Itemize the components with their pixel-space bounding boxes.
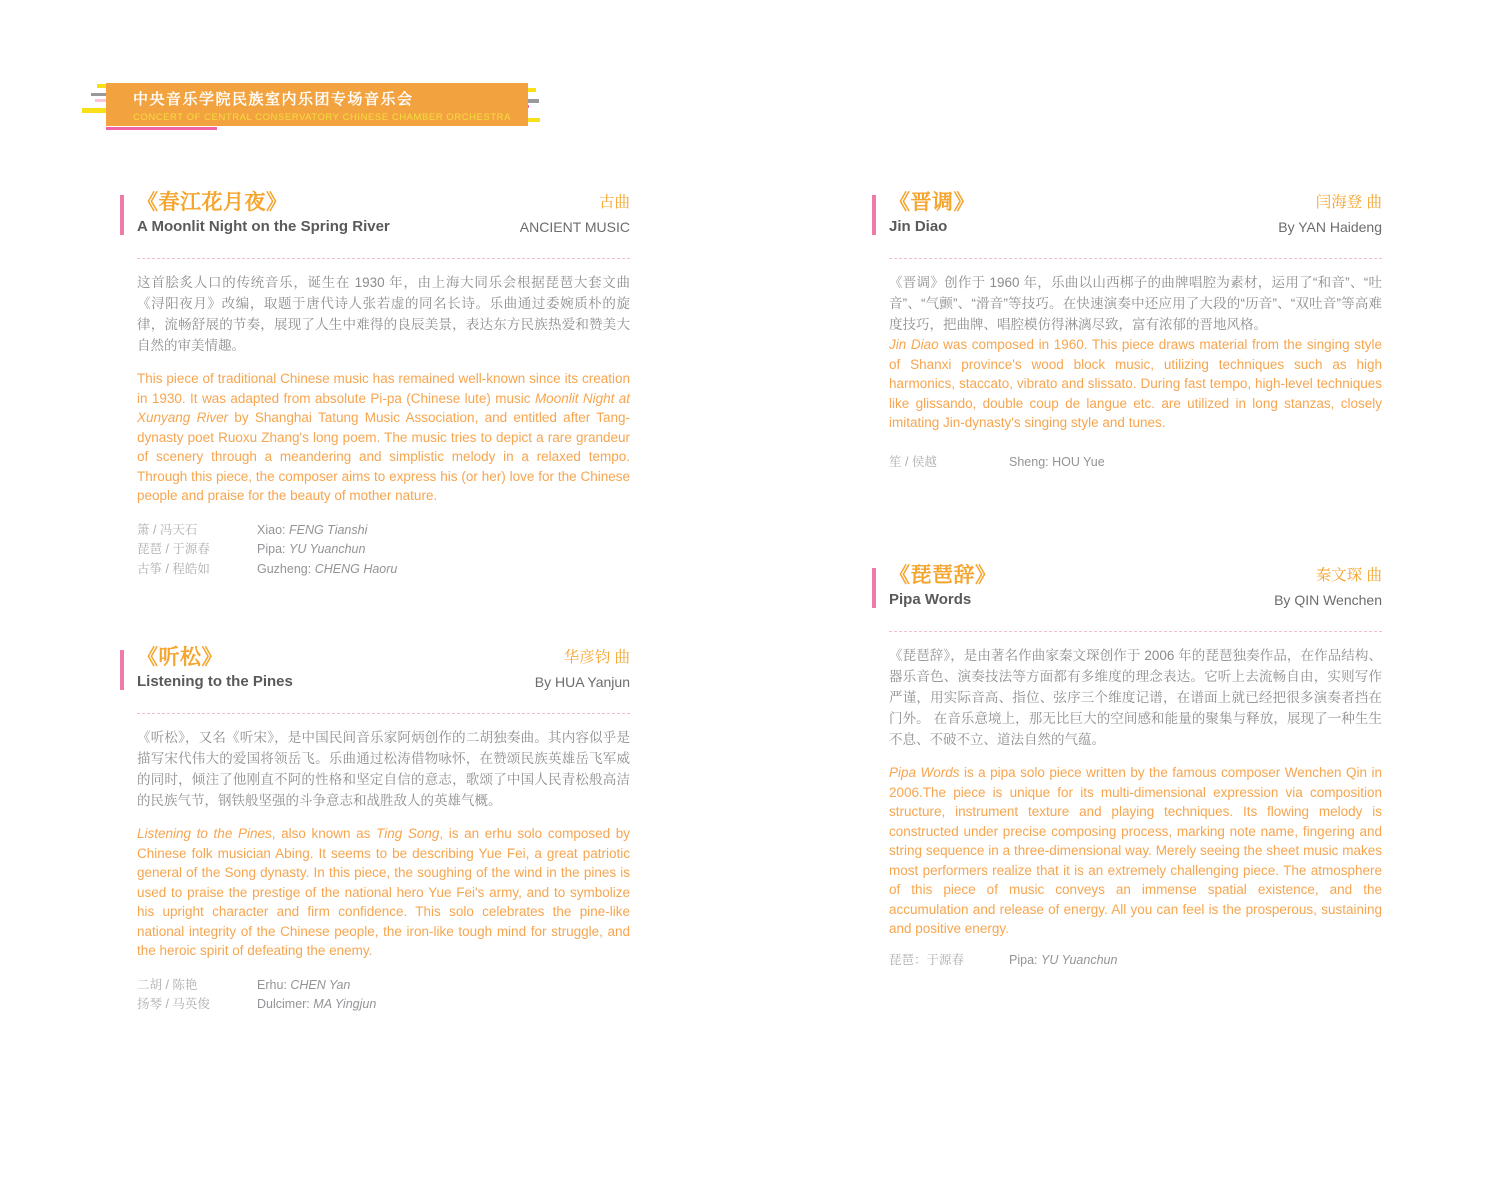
performer-name-en: MA Yingjun	[313, 997, 377, 1011]
piece-header	[137, 645, 630, 692]
dashed-divider	[889, 258, 1382, 259]
dashed-divider	[137, 258, 630, 259]
description-zh: 《晋调》创作于 1960 年，乐曲以山西梆子的曲牌唱腔为素材，运用了“和音”、“吐音”、“气颤”、“滑音”等技巧。在快速演奏中还应用了大段的“历音”、“双吐音”等高难度技巧，把曲牌、唱腔模仿得淋漓尽致，富有浓郁的晋地风格。	[889, 275, 1382, 332]
performer-instrument-zh: 古筝 / 程皓如	[137, 561, 210, 576]
performer-name-en: FENG Tianshi	[288, 522, 368, 537]
title-accent-bar	[872, 568, 876, 608]
performer-credit-en	[257, 521, 367, 541]
piece-jin-diao	[889, 190, 1382, 472]
performer-name-en: YU Yuanchun	[288, 542, 366, 556]
performer-instrument-en: Erhu:	[257, 977, 287, 992]
performer-name-en: CHEN Yan	[290, 977, 351, 992]
performer-instrument-zh: 箫 / 冯天石	[137, 522, 198, 537]
description-zh: 《琵琶辞》，是由著名作曲家秦文琛创作于 2006 年的琵琶独奏作品，在作品结构、器乐音色、演奏技法等方面都有多维度的理念表达。它听上去流畅自由，实则写作严谨，用实际音高、指位、弦序三个维度记谱，在谱面上就已经把很多演奏者挡在门外。 在音乐意境上，那无比巨大的空间感和能量的聚集与释放，展现了一种生生不息、不破不立、道法自然的气蕴。	[889, 648, 1382, 747]
composer-zh: 华彦钧 曲	[563, 649, 630, 666]
performer-instrument-en: Pipa:	[1009, 952, 1038, 967]
performer-instrument-zh: 笙 / 侯越	[889, 454, 937, 469]
performer-list	[137, 521, 630, 580]
performer-row	[137, 540, 630, 560]
piece-title-en: Jin Diao	[889, 218, 948, 235]
performer-list	[889, 453, 1382, 473]
performer-row	[137, 521, 630, 541]
description-zh: 这首脍炙人口的传统音乐，诞生在 1930 年，由上海大同乐会根据琵琶大套文曲《浔阳夜月》改编，取题于唐代诗人张若虚的同名长诗。乐曲通过委婉质朴的旋律，流畅舒展的节奏，展现了人生中难得的良辰美景，表达东方民族热爱和赞美大自然的审美情趣。	[137, 275, 630, 353]
performer-list	[137, 976, 630, 1015]
performer-credit-en	[1009, 951, 1117, 971]
piece-title-en: A Moonlit Night on the Spring River	[137, 218, 390, 235]
composer-en: By HUA Yanjun	[534, 674, 630, 690]
composer-zh: 闫海登 曲	[1315, 194, 1382, 211]
dashed-divider	[889, 631, 1382, 632]
performer-row	[137, 995, 630, 1015]
banner-subtitle-en: CONCERT OF CENTRAL CONSERVATORY CHINESE CHAMBER ORCHESTRA	[133, 112, 511, 123]
piece-title-zh: 《春江花月夜》	[137, 191, 288, 214]
performer-row	[889, 453, 1382, 473]
piece-title-zh: 《听松》	[137, 646, 223, 669]
performer-instrument-en: Pipa:	[257, 542, 286, 556]
performer-instrument-zh: 扬琴 / 马英俊	[137, 997, 210, 1011]
banner-title-zh: 中央音乐学院民族室内乐团专场音乐会	[133, 91, 414, 108]
piece-title-group	[137, 190, 390, 237]
performer-credit-en	[257, 976, 350, 996]
piece-title-group	[137, 645, 293, 692]
performer-instrument-en: Sheng:	[1009, 454, 1049, 469]
piece-header	[137, 190, 630, 237]
decor-line-icon	[106, 127, 217, 130]
title-accent-bar	[872, 195, 876, 235]
piece-header	[889, 190, 1382, 237]
piece-title-group	[889, 563, 997, 610]
performer-instrument-en: Dulcimer:	[257, 997, 310, 1011]
piece-title-zh: 《琵琶辞》	[889, 564, 997, 587]
piece-a-moonlit-night	[137, 190, 630, 579]
composer-en: ANCIENT MUSIC	[519, 219, 630, 235]
header-banner	[106, 83, 528, 126]
piece-header	[889, 563, 1382, 610]
performer-credit-en	[1009, 453, 1105, 473]
composer-en: By QIN Wenchen	[1274, 592, 1382, 608]
performer-credit-en	[257, 995, 376, 1015]
performer-instrument-zh: 琵琶 / 于源春	[137, 542, 210, 556]
description-en: This piece of traditional Chinese music has remained well-known since its creation in 1930. It was adapted from absolute Pi-pa (Chinese lute) music Moonlit Night at Xunyang River by Shanghai Tatung Music Association, and entitled after Tang-dynasty poet Ruoxu Zhang's long poem. The music tries to depict a rare grandeur of scenery through a meandering and simplistic melody in a relaxed tempo. Through this piece, the composer aims to express his (or her) love for the Chinese people and praise for the beauty of mother nature.	[137, 371, 631, 503]
title-accent-bar	[120, 195, 124, 235]
performer-row	[889, 951, 1382, 971]
piece-title-en: Listening to the Pines	[137, 673, 293, 690]
description-en: Listening to the Pines, also known as Ting Song, is an erhu solo composed by Chinese folk musician Abing. It seems to be describing Yue Fei, a great patriotic general of the Song dynasty. In this piece, the soughing of the wind in the pines is used to praise the prestige of the national hero Yue Fei's army, and to symbolize his upright character and firm confidence. This solo celebrates the pine-like national integrity of the Chinese people, the iron-like tough mind for struggle, and the heroic spirit of defeating the enemy.	[137, 826, 630, 958]
composer-en: By YAN Haideng	[1278, 219, 1382, 235]
composer-group	[520, 190, 630, 237]
performer-instrument-zh: 二胡 / 陈艳	[137, 977, 198, 992]
title-accent-bar	[120, 650, 124, 690]
performer-list	[889, 951, 1382, 971]
composer-group	[535, 645, 630, 692]
description-en: Pipa Words is a pipa solo piece written by the famous composer Wenchen Qin in 2006.The piece is unique for its multi-dimensional expression via composition structure, instrument texture and playing techniques. Its flowing melody is constructed under precise composing process, marking note name, fingering and string sequence in a three-dimensional way. Merely seeing the sheet music makes most performers realize that it is an extremely challenging piece. The atmosphere of this piece of music conveys an immense spatial existence, and the accumulation and release of energy. All you can feel is the prosperous, sustaining and positive energy.	[889, 765, 1382, 936]
performer-row	[137, 976, 630, 996]
performer-instrument-en: Xiao:	[257, 522, 286, 537]
performer-credit-en	[257, 560, 397, 580]
performer-name-en: YU Yuanchun	[1040, 952, 1118, 967]
piece-title-zh: 《晋调》	[889, 191, 975, 214]
description-en: Jin Diao was composed in 1960. This piece draws material from the singing style of Shanxi province's wood block music, utilizing techniques such as high harmonics, staccato, vibrato and slissato. During fast tempo, high-level techniques like glissando, double coup de langue etc. are utilized in long stanzas, closely imitating Jin-dynasty's singing style and tunes.	[889, 337, 1382, 430]
piece-title-en: Pipa Words	[889, 591, 972, 608]
performer-instrument-en: Guzheng:	[257, 561, 312, 576]
performer-row	[137, 560, 630, 580]
performer-name-en: CHENG Haoru	[314, 561, 398, 576]
performer-instrument-zh: 琵琶：于源春	[889, 952, 965, 967]
dashed-divider	[137, 713, 630, 714]
description-zh: 《听松》，又名《听宋》，是中国民间音乐家阿炳创作的二胡独奏曲。其内容似乎是描写宋代伟大的爱国将领岳飞。乐曲通过松涛借物咏怀，在赞颂民族英雄岳飞军威的同时，倾注了他刚直不阿的性格和坚定自信的意志，歌颂了中国人民青松般高洁的民族气节，钢铁般坚强的斗争意志和战胜敌人的英雄气概。	[137, 730, 630, 808]
piece-pipa-words	[889, 563, 1382, 970]
composer-group	[1274, 563, 1382, 610]
composer-zh: 秦文琛 曲	[1315, 567, 1382, 584]
composer-group	[1278, 190, 1382, 237]
composer-zh: 古曲	[598, 194, 630, 211]
performer-name-en: HOU Yue	[1052, 454, 1105, 469]
performer-credit-en	[257, 540, 365, 560]
piece-listening-to-the-pines	[137, 645, 630, 1015]
piece-title-group	[889, 190, 975, 237]
